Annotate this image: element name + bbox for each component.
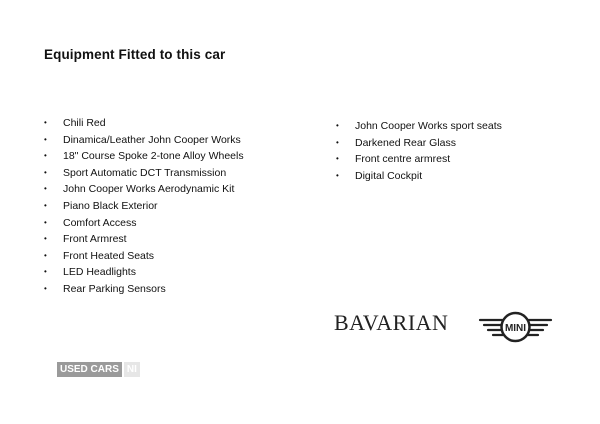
dealer-name: BAVARIAN (334, 310, 449, 335)
equipment-item-label: LED Headlights (63, 266, 136, 279)
bullet-icon: • (44, 250, 47, 260)
equipment-item (44, 165, 244, 182)
equipment-item (44, 181, 244, 198)
page-title: Equipment Fitted to this car (44, 47, 226, 62)
equipment-item (44, 248, 244, 265)
bullet-icon: • (44, 118, 47, 127)
bullet-icon: • (336, 121, 339, 130)
equipment-item (336, 168, 502, 185)
used-cars-label: USED CARS (57, 362, 122, 377)
equipment-item (44, 198, 244, 215)
equipment-list-right (336, 118, 502, 184)
bullet-icon: • (44, 167, 47, 177)
equipment-item (44, 148, 244, 165)
bullet-icon: • (44, 283, 47, 293)
equipment-item-label: Rear Parking Sensors (63, 282, 166, 295)
used-cars-badge (57, 362, 140, 377)
equipment-item-label: Dinamica/Leather John Cooper Works (63, 133, 241, 146)
equipment-item-label: Front Armrest (63, 233, 127, 246)
equipment-item-label: Comfort Access (63, 216, 137, 229)
equipment-item-label: Front centre armrest (355, 153, 451, 166)
equipment-item-label: Piano Black Exterior (63, 199, 158, 212)
equipment-item (44, 215, 244, 232)
equipment-item (44, 132, 244, 149)
equipment-item (336, 118, 502, 135)
bullet-icon: • (44, 200, 47, 210)
bullet-icon: • (44, 184, 47, 194)
equipment-item-label: John Cooper Works Aerodynamic Kit (63, 183, 235, 196)
bullet-icon: • (336, 137, 339, 147)
equipment-item-label: Darkened Rear Glass (355, 136, 456, 149)
equipment-item (336, 135, 502, 152)
bullet-icon: • (44, 134, 47, 144)
mini-logo-text: MINI (504, 323, 527, 334)
bullet-icon: • (44, 217, 47, 227)
equipment-item-label: 18" Course Spoke 2-tone Alloy Wheels (63, 150, 244, 163)
equipment-item-label: John Cooper Works sport seats (355, 120, 502, 132)
bullet-icon: • (44, 234, 47, 244)
bullet-icon: • (336, 170, 339, 180)
equipment-item (44, 115, 244, 132)
equipment-list-left (44, 115, 244, 298)
equipment-item (44, 231, 244, 248)
equipment-item-label: Front Heated Seats (63, 249, 155, 262)
equipment-item-label: Sport Automatic DCT Transmission (63, 166, 227, 179)
equipment-item-label: Digital Cockpit (355, 169, 423, 182)
region-label: NI (124, 362, 140, 377)
bullet-icon: • (44, 151, 47, 161)
bullet-icon: • (336, 154, 339, 164)
equipment-item (44, 264, 244, 281)
equipment-item (44, 281, 244, 298)
equipment-item-label: Chili Red (63, 117, 106, 129)
mini-wings-logo-icon (478, 307, 553, 347)
equipment-item (336, 151, 502, 168)
bullet-icon: • (44, 267, 47, 277)
